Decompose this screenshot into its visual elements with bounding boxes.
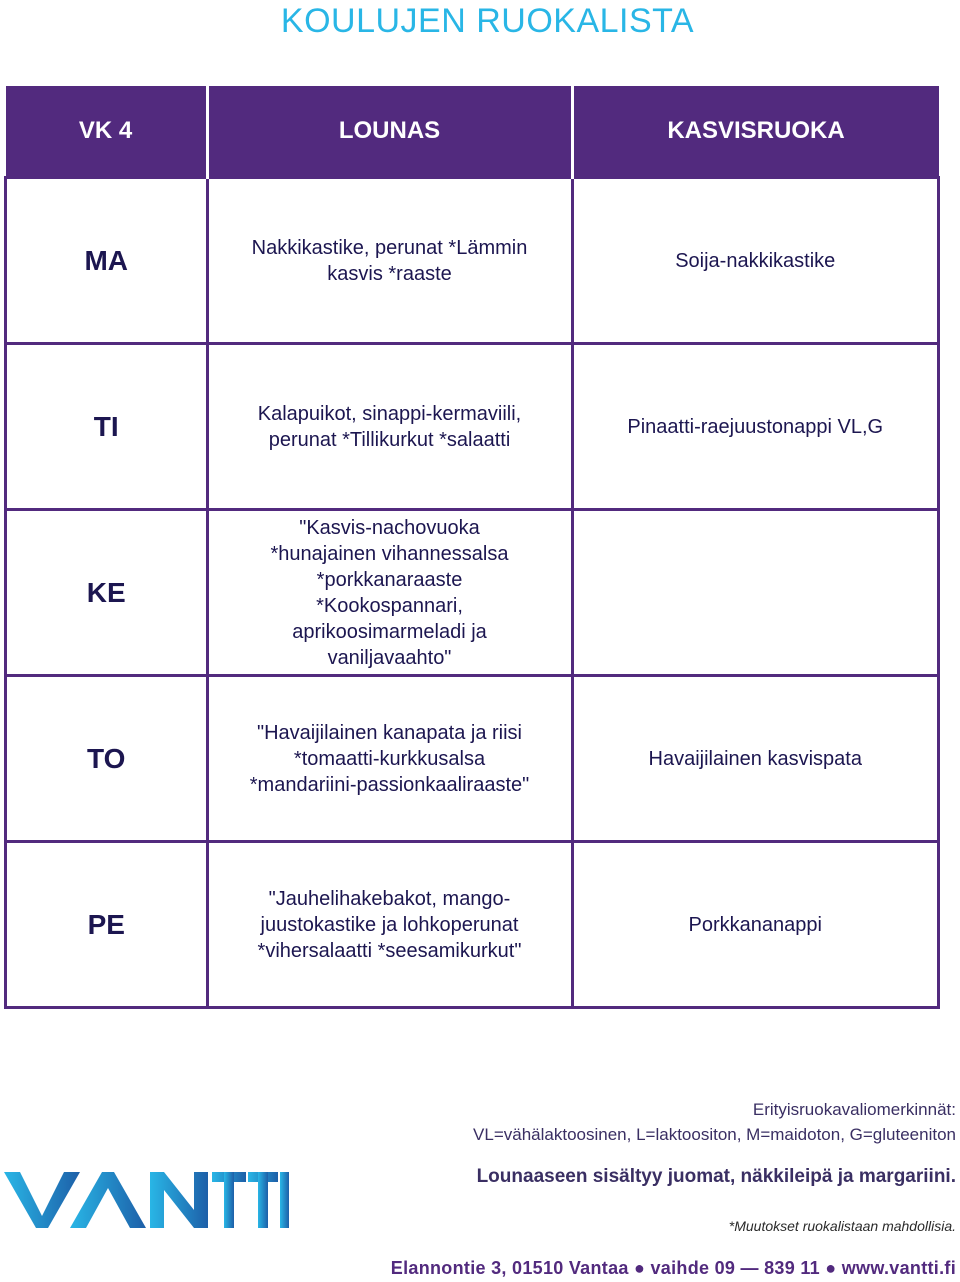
day-label: TI xyxy=(6,344,208,510)
table-row xyxy=(6,344,939,510)
diet-legend-title: Erityisruokavaliomerkinnät: xyxy=(752,1100,956,1119)
lunch-dish: Nakkikastike, perunat *Lämmin kasvis *raaste xyxy=(207,178,572,344)
vegetarian-dish: Porkkananappi xyxy=(572,842,939,1008)
day-label: MA xyxy=(6,178,208,344)
lunch-dish: "Kasvis-nachovuoka *hunajainen vihannessalsa *porkkanaraaste *Kookospannari, aprikoosimarmeladi ja vaniljavaahto" xyxy=(207,510,572,676)
header-lunch: LOUNAS xyxy=(207,86,572,178)
contact-address: Elannontie 3, 01510 Vantaa ● vaihde 09 — 839 11 ● www.vantti.fi xyxy=(390,1258,956,1278)
vegetarian-dish: Pinaatti-raejuustonappi VL,G xyxy=(572,344,939,510)
table-header-row xyxy=(6,86,939,178)
header-week: VK 4 xyxy=(6,86,208,178)
menu-table xyxy=(4,86,940,1009)
day-label: TO xyxy=(6,676,208,842)
day-label: PE xyxy=(6,842,208,1008)
vegetarian-dish: Havaijilainen kasvispata xyxy=(572,676,939,842)
lunch-dish: Kalapuikot, sinappi-kermaviili, perunat *Tillikurkut *salaatti xyxy=(207,344,572,510)
day-label: KE xyxy=(6,510,208,676)
table-row xyxy=(6,510,939,676)
lunch-dish: "Jauhelihakebakot, mango- juustokastike ja lohkoperunat *vihersalaatti *seesamikurkut" xyxy=(207,842,572,1008)
lunch-dish: "Havaijilainen kanapata ja riisi *tomaatti-kurkkusalsa *mandariini-passionkaaliraaste" xyxy=(207,676,572,842)
table-row xyxy=(6,842,939,1008)
changes-note: *Muutokset ruokalistaan mahdollisia. xyxy=(728,1218,956,1234)
lunch-includes-note: Lounaaseen sisältyy juomat, näkkileipä ja margariini. xyxy=(476,1166,956,1187)
page-title: KOULUJEN RUOKALISTA xyxy=(280,2,695,40)
diet-legend-codes: VL=vähälaktoosinen, L=laktoositon, M=maidoton, G=gluteeniton xyxy=(473,1125,956,1144)
header-vegetarian: KASVISRUOKA xyxy=(572,86,939,178)
vantti-logo xyxy=(4,1168,289,1230)
vegetarian-dish: Soija-nakkikastike xyxy=(572,178,939,344)
table-row xyxy=(6,178,939,344)
table-row xyxy=(6,676,939,842)
vegetarian-dish xyxy=(572,510,939,676)
